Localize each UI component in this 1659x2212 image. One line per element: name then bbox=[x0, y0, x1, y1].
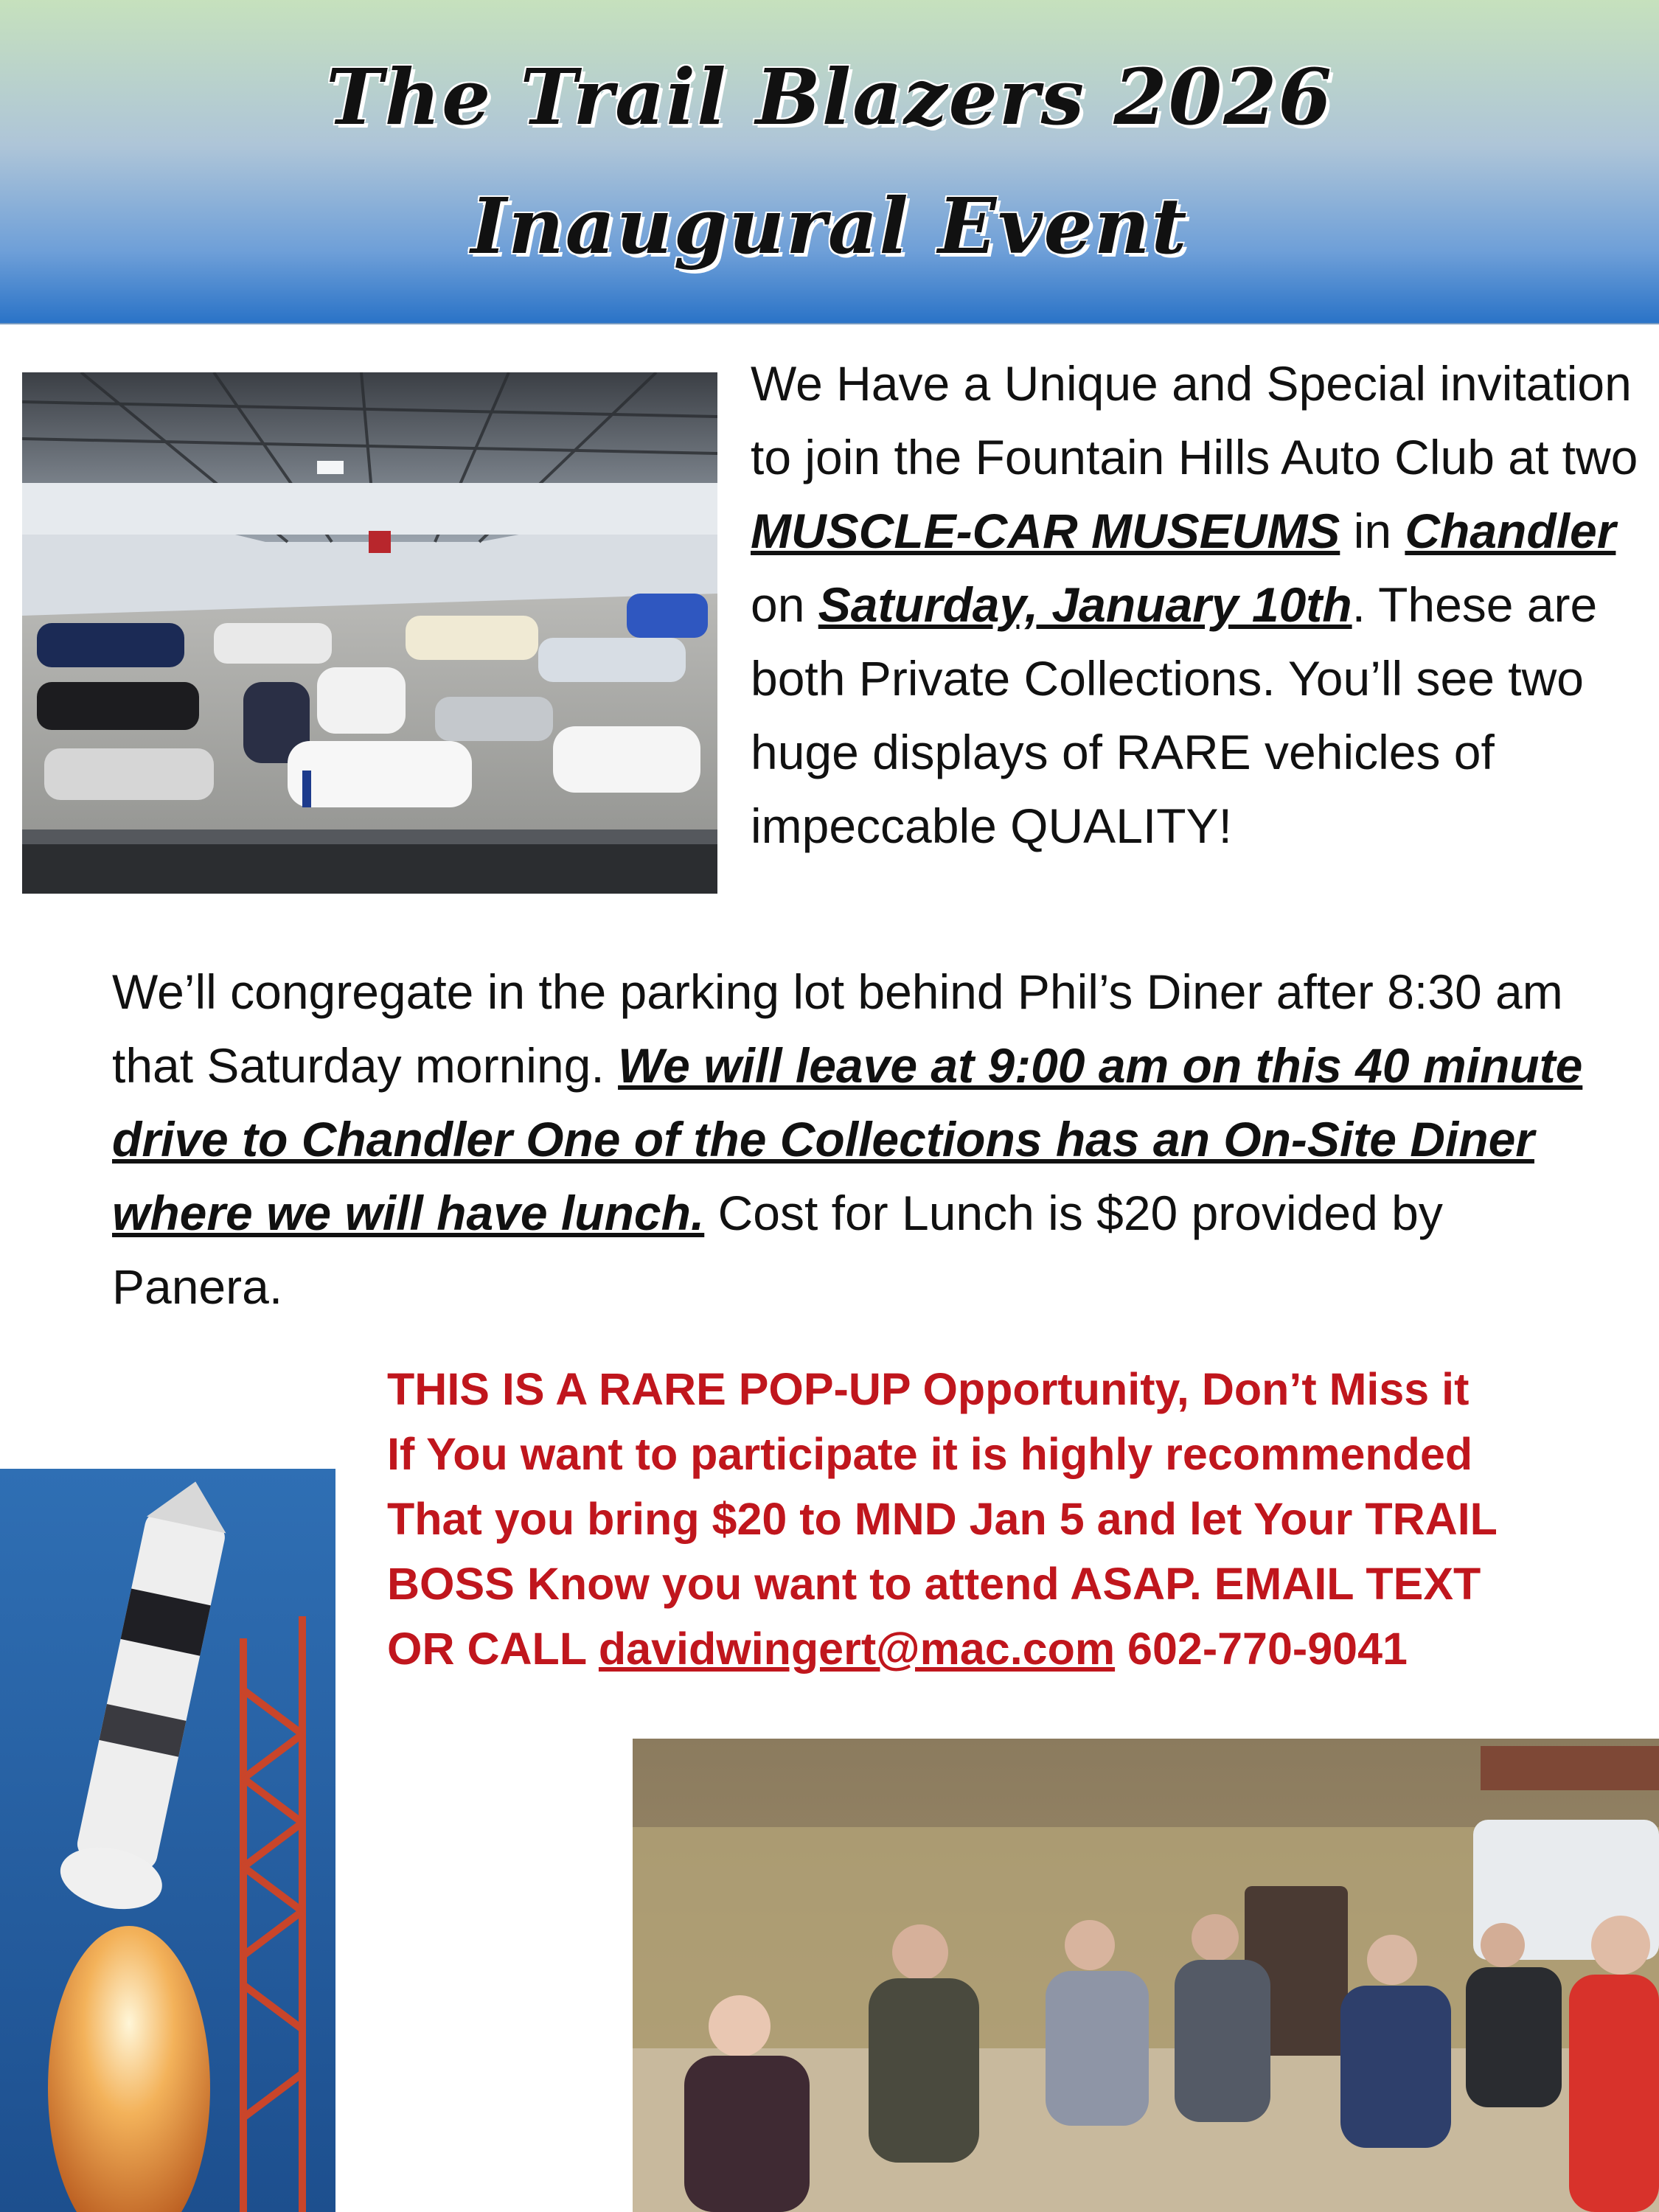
title-line-2: Inaugural Event bbox=[470, 181, 1189, 271]
city-highlight: Chandler bbox=[1405, 504, 1616, 558]
rocket-launch-photo bbox=[0, 1469, 335, 2212]
rsvp-notice bbox=[387, 1357, 1648, 1681]
details-text-1: We’ll congregate in the parking lot behind Phil’s Diner after 8:30 am that Saturday morning. bbox=[112, 964, 1563, 1093]
notice-line-3: That you bring $20 to MND Jan 5 and let Your TRAIL bbox=[387, 1494, 1498, 1544]
phone-number: 602-770-9041 bbox=[1115, 1624, 1408, 1674]
date-highlight: Saturday, January 10th bbox=[818, 577, 1352, 632]
group-gathering-photo bbox=[633, 1739, 1659, 2212]
intro-text-4: . These are both Private Collections. You’ll see two huge displays of RARE vehicles of impeccable QUALITY! bbox=[751, 577, 1598, 853]
departure-highlight: We will leave at 9:00 am on this 40 minute drive to Chandler One of the Collections has an On-Site Diner where we will have lunch. bbox=[112, 1038, 1583, 1240]
notice-call-prefix: OR CALL bbox=[387, 1624, 599, 1674]
intro-paragraph bbox=[751, 347, 1650, 863]
details-text-2: Cost for Lunch is $20 provided by Panera. bbox=[112, 1186, 1443, 1314]
header-banner bbox=[0, 0, 1659, 324]
car-museum-photo bbox=[22, 372, 717, 894]
notice-line-1: THIS IS A RARE POP-UP Opportunity, Don’t Miss it bbox=[387, 1364, 1470, 1414]
intro-text-1: We Have a Unique and Special invitation to join the Fountain Hills Auto Club at two bbox=[751, 356, 1638, 484]
museum-highlight: MUSCLE-CAR MUSEUMS bbox=[751, 504, 1340, 558]
notice-line-5 bbox=[387, 1616, 1648, 1681]
title-line-1: The Trail Blazers 2026 bbox=[326, 52, 1333, 142]
notice-line-2: If You want to participate it is highly recommended bbox=[387, 1429, 1473, 1479]
details-paragraph bbox=[112, 955, 1616, 1324]
email-link[interactable]: davidwingert@mac.com bbox=[598, 1624, 1116, 1674]
intro-text-2: in bbox=[1340, 504, 1405, 558]
intro-text-3: on bbox=[751, 577, 818, 632]
notice-line-4: BOSS Know you want to attend ASAP. EMAIL TEXT bbox=[387, 1559, 1481, 1609]
